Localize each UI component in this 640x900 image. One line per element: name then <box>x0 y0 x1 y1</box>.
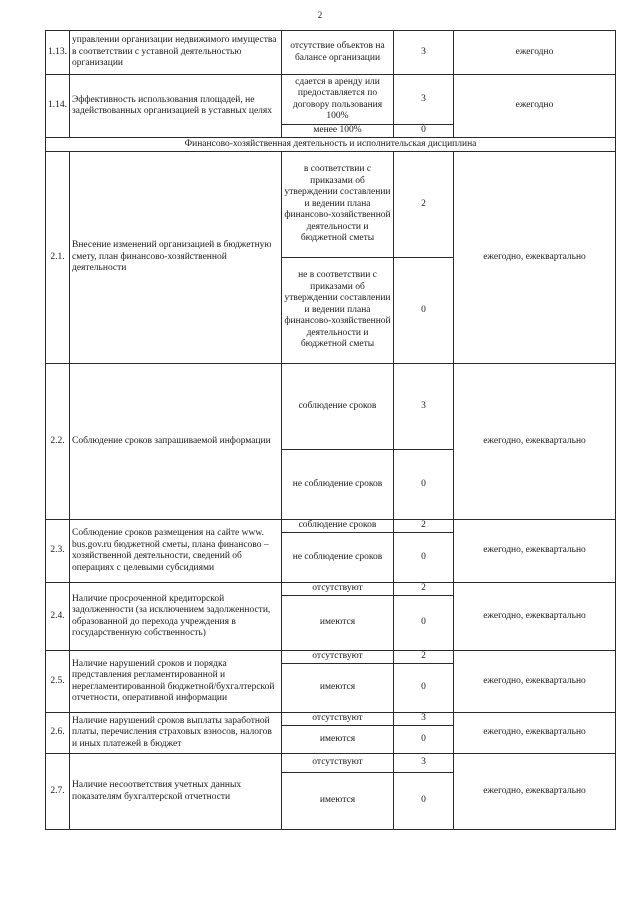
page-number: 2 <box>317 10 323 20</box>
criterion-text: не соблюдение сроков <box>282 450 394 520</box>
row-number: 2.3. <box>46 520 70 583</box>
score-value: 0 <box>394 596 454 651</box>
criterion-text: имеются <box>282 664 394 713</box>
score-value: 3 <box>394 364 454 450</box>
row-number: 2.2. <box>46 364 70 520</box>
score-value: 2 <box>394 651 454 664</box>
row-number: 2.1. <box>46 152 70 364</box>
criterion-text: в соответствии с приказами об утверждении составлении и ведении плана финансово-хозяйственной деятельности и бюджетной сметы <box>282 152 394 258</box>
indicator-name: Внесение изменений организацией в бюджетную смету, план финансово-хозяйственной деятельности <box>70 152 282 364</box>
criterion-text: имеются <box>282 773 394 830</box>
indicator-name: Соблюдение сроков размещения на сайте www. bus.gov.ru бюджетной сметы, плана финансово – хозяйственной деятельности, сведений об операциях с целевыми субсидиями <box>70 520 282 583</box>
criterion-text: имеются <box>282 726 394 754</box>
score-value: 0 <box>394 125 454 138</box>
score-value: 3 <box>394 754 454 773</box>
indicator-name: Наличие нарушений сроков и порядка представления регламентированной и нерегламентированной бюджетной/бухгалтерской отчетности, оперативной информации <box>70 651 282 713</box>
period-text: ежегодно, ежеквартально <box>454 152 616 364</box>
row-number: 1.14. <box>46 75 70 138</box>
table-row-1-14 <box>46 75 616 125</box>
row-number: 1.13. <box>46 31 70 75</box>
criterion-text: имеются <box>282 596 394 651</box>
criterion-text: отсутствуют <box>282 583 394 596</box>
criterion-text: отсутствуют <box>282 713 394 726</box>
indicator-name: Эффективность использования площадей, не задействованных организацией в уставных целях <box>70 75 282 138</box>
table-row-2-1 <box>46 152 616 258</box>
period-text: ежегодно, ежеквартально <box>454 651 616 713</box>
period-text: ежегодно, ежеквартально <box>454 583 616 651</box>
criterion-text: соблюдение сроков <box>282 520 394 533</box>
period-text: ежегодно <box>454 75 616 138</box>
indicator-name: Наличие просроченной кредиторской задолженности (за исключением задолженности, образованной до перехода учреждения в государственную собственность) <box>70 583 282 651</box>
score-value: 3 <box>394 713 454 726</box>
period-text: ежегодно, ежеквартально <box>454 754 616 830</box>
indicator-name: Соблюдение сроков запрашиваемой информации <box>70 364 282 520</box>
criterion-text: сдается в аренду или предоставляется по договору пользования 100% <box>282 75 394 125</box>
score-value: 3 <box>394 75 454 125</box>
criterion-text: не в соответствии с приказами об утверждении составлении и ведении плана финансово-хозяйственной деятельности и бюджетной сметы <box>282 258 394 364</box>
criteria-table <box>45 30 616 830</box>
score-value: 0 <box>394 664 454 713</box>
score-value: 2 <box>394 583 454 596</box>
table-row-2-7 <box>46 754 616 773</box>
table-row-2-3 <box>46 520 616 533</box>
table-row-2-2 <box>46 364 616 450</box>
score-value: 3 <box>394 31 454 75</box>
criterion-text: отсутствуют <box>282 754 394 773</box>
score-value: 2 <box>394 520 454 533</box>
period-text: ежегодно <box>454 31 616 75</box>
criterion-text: соблюдение сроков <box>282 364 394 450</box>
score-value: 0 <box>394 726 454 754</box>
table-row-2-6 <box>46 713 616 726</box>
indicator-name: Наличие несоответствия учетных данных показателям бухгалтерской отчетности <box>70 754 282 830</box>
row-number: 2.6. <box>46 713 70 754</box>
criterion-text: не соблюдение сроков <box>282 533 394 583</box>
period-text: ежегодно, ежеквартально <box>454 520 616 583</box>
row-number: 2.4. <box>46 583 70 651</box>
criterion-text: менее 100% <box>282 125 394 138</box>
period-text: ежегодно, ежеквартально <box>454 364 616 520</box>
table-row-2-5 <box>46 651 616 664</box>
table-row-1-13 <box>46 31 616 75</box>
score-value: 0 <box>394 533 454 583</box>
indicator-name: Наличие нарушений сроков выплаты заработной платы, перечисления страховых взносов, налогов и иных платежей в бюджет <box>70 713 282 754</box>
section-title: Финансово-хозяйственная деятельность и исполнительская дисциплина <box>46 138 616 152</box>
row-number: 2.5. <box>46 651 70 713</box>
score-value: 2 <box>394 152 454 258</box>
score-value: 0 <box>394 258 454 364</box>
section-header-row <box>46 138 616 152</box>
table-row-2-4 <box>46 583 616 596</box>
score-value: 0 <box>394 450 454 520</box>
criterion-text: отсутствие объектов на балансе организации <box>282 31 394 75</box>
criterion-text: отсутствуют <box>282 651 394 664</box>
period-text: ежегодно, ежеквартально <box>454 713 616 754</box>
indicator-name: управлении организации недвижимого имущества в соответствии с уставной деятельностью организации <box>70 31 282 75</box>
row-number: 2.7. <box>46 754 70 830</box>
score-value: 0 <box>394 773 454 830</box>
